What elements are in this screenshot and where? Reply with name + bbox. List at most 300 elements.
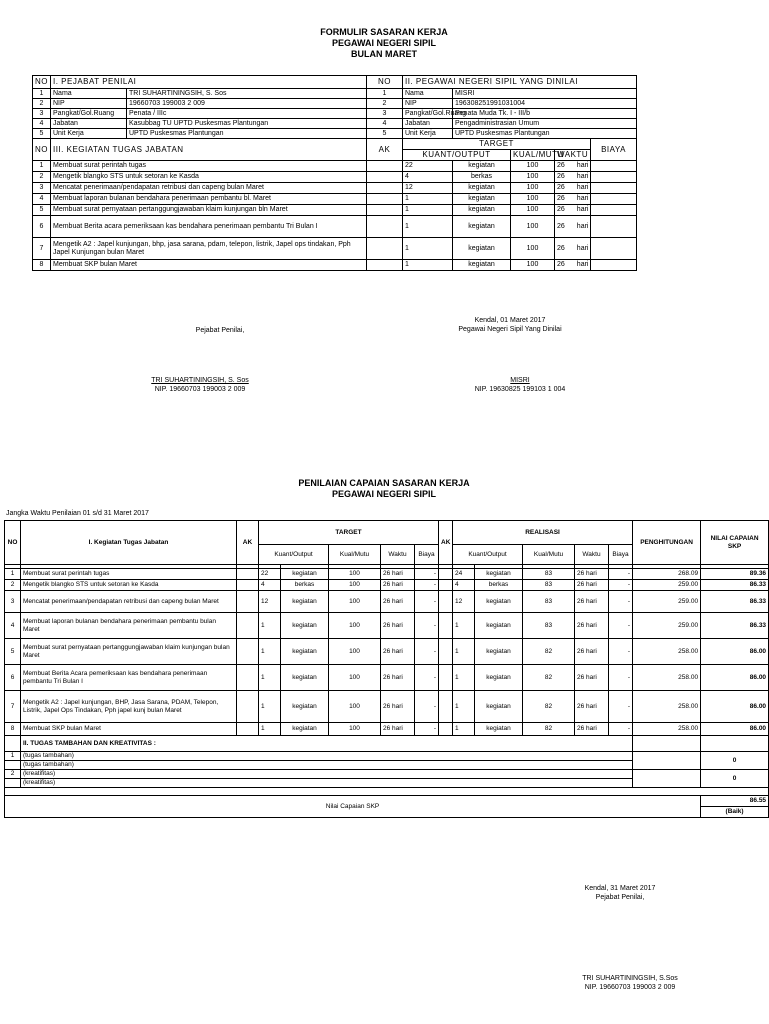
- target-waktu: 26 hari: [381, 665, 415, 691]
- kegiatan-biaya: [591, 238, 637, 260]
- row-no: 4: [5, 613, 21, 639]
- waktu-unit: hari: [576, 261, 589, 268]
- kegiatan-no-header: NO: [33, 139, 51, 161]
- real-mutu: 82: [523, 665, 575, 691]
- real-qty: 12: [453, 591, 475, 613]
- nilai-value: 86.00: [701, 691, 769, 723]
- target-mutu: 100: [329, 691, 381, 723]
- kegiatan-row: [33, 194, 637, 205]
- target-mutu: 100: [329, 569, 381, 580]
- tugas-tambahan-value: 0: [701, 752, 769, 770]
- waktu-unit: hari: [576, 206, 589, 213]
- kegiatan-unit: kegiatan: [453, 194, 511, 205]
- row-ak: [237, 665, 259, 691]
- nilai-value: 86.00: [701, 665, 769, 691]
- kegiatan-biaya: [591, 161, 637, 172]
- target-waktu: 26 hari: [381, 691, 415, 723]
- row-ak2: [439, 569, 453, 580]
- target-qty: 22: [259, 569, 281, 580]
- dinilai-label: Unit Kerja: [403, 129, 453, 139]
- kegiatan-unit: berkas: [453, 172, 511, 183]
- row-ak2: [439, 591, 453, 613]
- jangka-waktu: Jangka Waktu Penilaian 01 s/d 31 Maret 2017: [6, 510, 149, 517]
- kegiatan-ak: [367, 216, 403, 238]
- penilai-label: Nama: [51, 89, 127, 99]
- target-unit: berkas: [281, 580, 329, 591]
- target-biaya: -: [415, 569, 439, 580]
- biaya-header: BIAYA: [591, 139, 637, 161]
- dinilai-value: Penata Muda Tk. I - III/b: [453, 109, 637, 119]
- penilaian-row: [5, 569, 769, 580]
- real-unit: kegiatan: [475, 569, 523, 580]
- penilai-no: 4: [33, 119, 51, 129]
- kegiatan-unit: kegiatan: [453, 205, 511, 216]
- penilai-no: 5: [33, 129, 51, 139]
- real-mutu: 82: [523, 691, 575, 723]
- kegiatan-waktu: [555, 260, 591, 271]
- identity-row: [33, 119, 637, 129]
- kegiatan-qty: 1: [403, 216, 453, 238]
- kegiatan-waktu: [555, 183, 591, 194]
- real-unit: berkas: [475, 580, 523, 591]
- real-qty: 1: [453, 665, 475, 691]
- target-waktu: 26 hari: [381, 569, 415, 580]
- kegiatan-waktu: [555, 205, 591, 216]
- real-unit: kegiatan: [475, 723, 523, 736]
- real-unit: kegiatan: [475, 665, 523, 691]
- penilaian-title-line1: PENILAIAN CAPAIAN SASARAN KERJA: [298, 478, 470, 488]
- p-realisasi-header: REALISASI: [453, 521, 633, 545]
- row-no: 8: [5, 723, 21, 736]
- nilai-value: 86.33: [701, 613, 769, 639]
- penilai-value: 19660703 199003 2 009: [127, 99, 367, 109]
- target-waktu: 26 hari: [381, 613, 415, 639]
- real-unit: kegiatan: [475, 691, 523, 723]
- target-unit: kegiatan: [281, 569, 329, 580]
- target-biaya: -: [415, 639, 439, 665]
- ak-header: AK: [367, 139, 403, 161]
- kegiatan-no: 1: [33, 161, 51, 172]
- penilaian-row: [5, 639, 769, 665]
- kegiatan-text: Mengetik A2 : Japel kunjungan, bhp, jasa sarana, pdam, telepon, listrik, Japel ops tindakan, Pph Japel Kunjungan bulan Maret: [51, 238, 367, 260]
- kegiatan-row: [33, 161, 637, 172]
- row-ak: [237, 691, 259, 723]
- kegiatan-biaya: [591, 216, 637, 238]
- row-no: 2: [5, 580, 21, 591]
- kegiatan-qty: 4: [403, 172, 453, 183]
- p-sig-name: TRI SUHARTININGSIH, S.Sos: [582, 975, 678, 982]
- row-ak: [237, 591, 259, 613]
- kegiatan-mutu: 100: [511, 194, 555, 205]
- target-mutu: 100: [329, 639, 381, 665]
- row-text: Membuat laporan bulanan bendahara penerimaan pembantu bulan Maret: [21, 613, 237, 639]
- form-title-line2: PEGAWAI NEGERI SIPIL: [331, 38, 437, 48]
- row-no: 6: [5, 665, 21, 691]
- form-title-line1: FORMULIR SASARAN KERJA: [320, 27, 448, 37]
- kegiatan-header: III. KEGIATAN TUGAS JABATAN: [51, 139, 367, 161]
- tugas-tambahan-1: (tugas tambahan): [21, 752, 633, 761]
- penghitungan-value: 258.00: [633, 723, 701, 736]
- row-ak2: [439, 691, 453, 723]
- p-t-waktu: Waktu: [381, 545, 415, 565]
- kreatifitas-value: 0: [701, 770, 769, 788]
- kegiatan-no: 4: [33, 194, 51, 205]
- row-ak: [237, 639, 259, 665]
- kegiatan-unit: kegiatan: [453, 183, 511, 194]
- kegiatan-mutu: 100: [511, 260, 555, 271]
- nilai-capaian-value: 86.55: [701, 796, 769, 807]
- identity-row: [33, 129, 637, 139]
- p-sig-place: Kendal, 31 Maret 2017: [584, 885, 656, 892]
- dinilai-label: Nama: [403, 89, 453, 99]
- real-qty: 1: [453, 639, 475, 665]
- row-no: 3: [5, 591, 21, 613]
- row-text: Membuat surat pernyataan pertanggungjawaban klaim kunjungan bulan Maret: [21, 639, 237, 665]
- tugas-tambahan-header: II. TUGAS TAMBAHAN DAN KREATIVITAS :: [21, 736, 633, 752]
- kegiatan-waktu: [555, 238, 591, 260]
- left-signature-name: TRI SUHARTININGSIH, S. Sos: [151, 377, 249, 384]
- waktu-value: 26: [557, 244, 565, 252]
- real-qty: 24: [453, 569, 475, 580]
- row-ak2: [439, 639, 453, 665]
- tugas-tambahan-2: (tugas tambahan): [21, 761, 633, 770]
- penghitungan-value: 258.00: [633, 639, 701, 665]
- dinilai-label: Jabatan: [403, 119, 453, 129]
- target-biaya: -: [415, 591, 439, 613]
- row-ak: [237, 580, 259, 591]
- kegiatan-row: [33, 238, 637, 260]
- kegiatan-text: Mengetik blangko STS untuk setoran ke Kasda: [51, 172, 367, 183]
- dinilai-label: NIP: [403, 99, 453, 109]
- kegiatan-text: Membuat Berita acara pemeriksaan kas bendahara penerimaan pembantu Tri Bulan I: [51, 216, 367, 238]
- row-ak2: [439, 580, 453, 591]
- nilai-value: 86.33: [701, 591, 769, 613]
- penilai-label: Pangkat/Gol.Ruang: [51, 109, 127, 119]
- real-waktu: 26 hari: [575, 691, 609, 723]
- target-qty: 1: [259, 723, 281, 736]
- kegiatan-text: Membuat surat pernyataan pertanggungjawaban klaim kunjungan bln Maret: [51, 205, 367, 216]
- target-unit: kegiatan: [281, 613, 329, 639]
- left-signature-nip: NIP. 19660703 199003 2 009: [154, 386, 246, 393]
- target-unit: kegiatan: [281, 691, 329, 723]
- row-ak: [237, 723, 259, 736]
- row-text: Mengetik A2 : Japel kunjungan, BHP, Jasa Sarana, PDAM, Telepon, Listrik, Japel Ops Tindakan, Pph japel kunj bulan Maret: [21, 691, 237, 723]
- kegiatan-mutu: 100: [511, 161, 555, 172]
- row-no: 1: [5, 569, 21, 580]
- real-waktu: 26 hari: [575, 639, 609, 665]
- kegiatan-ak: [367, 194, 403, 205]
- real-waktu: 26 hari: [575, 723, 609, 736]
- real-biaya: -: [609, 591, 633, 613]
- target-biaya: -: [415, 691, 439, 723]
- penilai-value: Penata / IIIc: [127, 109, 367, 119]
- p-t-biaya: Biaya: [415, 545, 439, 565]
- kegiatan-biaya: [591, 260, 637, 271]
- penilai-value: Kasubbag TU UPTD Puskesmas Plantungan: [127, 119, 367, 129]
- p-sig-nip: NIP. 19660703 199003 2 009: [584, 984, 676, 991]
- kegiatan-ak: [367, 161, 403, 172]
- waktu-value: 26: [557, 173, 565, 180]
- dinilai-value: 196308251991031004: [453, 99, 637, 109]
- real-qty: 1: [453, 613, 475, 639]
- waktu-unit: hari: [576, 162, 589, 169]
- penilaian-row: [5, 591, 769, 613]
- real-biaya: -: [609, 723, 633, 736]
- row-text: Membuat surat perintah tugas: [21, 569, 237, 580]
- kegiatan-no: 5: [33, 205, 51, 216]
- row-ak2: [439, 723, 453, 736]
- target-waktu: 26 hari: [381, 580, 415, 591]
- real-mutu: 83: [523, 591, 575, 613]
- tt-no: 1: [5, 752, 21, 761]
- p-r-waktu: Waktu: [575, 545, 609, 565]
- penilaian-row: [5, 580, 769, 591]
- waktu-value: 26: [557, 162, 565, 169]
- real-biaya: -: [609, 665, 633, 691]
- real-biaya: -: [609, 639, 633, 665]
- waktu-unit: hari: [576, 195, 589, 202]
- kegiatan-row: [33, 172, 637, 183]
- kegiatan-qty: 12: [403, 183, 453, 194]
- real-mutu: 83: [523, 569, 575, 580]
- dinilai-no: 4: [367, 119, 403, 129]
- kegiatan-qty: 22: [403, 161, 453, 172]
- penilaian-title: [0, 478, 768, 500]
- penghitungan-value: 259.00: [633, 591, 701, 613]
- kegiatan-no: 2: [33, 172, 51, 183]
- kegiatan-ak: [367, 260, 403, 271]
- penilai-no: 3: [33, 109, 51, 119]
- p-target-header: TARGET: [259, 521, 439, 545]
- kegiatan-mutu: 100: [511, 205, 555, 216]
- kegiatan-waktu: [555, 172, 591, 183]
- penilaian-table: [4, 520, 769, 818]
- kegiatan-text: Membuat surat perintah tugas: [51, 161, 367, 172]
- dinilai-no: 5: [367, 129, 403, 139]
- p-no-header: NO: [5, 521, 21, 565]
- kegiatan-ak: [367, 172, 403, 183]
- target-biaya: -: [415, 665, 439, 691]
- kegiatan-mutu: 100: [511, 183, 555, 194]
- real-waktu: 26 hari: [575, 613, 609, 639]
- penilai-label: NIP: [51, 99, 127, 109]
- kegiatan-unit: kegiatan: [453, 161, 511, 172]
- kegiatan-biaya: [591, 183, 637, 194]
- kegiatan-row: [33, 183, 637, 194]
- real-biaya: -: [609, 580, 633, 591]
- target-unit: kegiatan: [281, 723, 329, 736]
- right-signature-place: Kendal, 01 Maret 2017: [474, 317, 546, 324]
- kegiatan-qty: 1: [403, 194, 453, 205]
- kegiatan-no: 8: [33, 260, 51, 271]
- row-text: Membuat SKP bulan Maret: [21, 723, 237, 736]
- real-waktu: 26 hari: [575, 580, 609, 591]
- kegiatan-mutu: 100: [511, 172, 555, 183]
- p-t-kual: Kual/Mutu: [329, 545, 381, 565]
- penilai-label: Jabatan: [51, 119, 127, 129]
- target-qty: 1: [259, 639, 281, 665]
- waktu-value: 26: [557, 206, 565, 213]
- nilai-capaian-ket: (Baik): [701, 807, 769, 818]
- row-no: 5: [5, 639, 21, 665]
- kr-no: 2: [5, 770, 21, 779]
- dinilai-value: MISRI: [453, 89, 637, 99]
- kegiatan-unit: kegiatan: [453, 238, 511, 260]
- target-mutu: 100: [329, 580, 381, 591]
- target-unit: kegiatan: [281, 639, 329, 665]
- kegiatan-ak: [367, 183, 403, 194]
- real-mutu: 82: [523, 639, 575, 665]
- dinilai-value: Pengadministrasian Umum: [453, 119, 637, 129]
- right-signature-nip: NIP. 19630825 199103 1 004: [474, 386, 566, 393]
- waktu-unit: hari: [576, 222, 589, 230]
- form-no-header: NO: [33, 76, 51, 89]
- real-mutu: 83: [523, 580, 575, 591]
- target-qty: 1: [259, 613, 281, 639]
- penghitungan-value: 258.00: [633, 691, 701, 723]
- left-signature-title: Pejabat Penilai,: [195, 327, 245, 334]
- row-ak: [237, 569, 259, 580]
- p-sig-title: Pejabat Penilai,: [595, 894, 645, 901]
- target-waktu: 26 hari: [381, 723, 415, 736]
- dinilai-value: UPTD Puskesmas Plantungan: [453, 129, 637, 139]
- waktu-unit: hari: [576, 244, 589, 252]
- penilai-value: UPTD Puskesmas Plantungan: [127, 129, 367, 139]
- nilai-value: 89.36: [701, 569, 769, 580]
- kreatifitas-2: (kreatifitas): [21, 779, 633, 788]
- kegiatan-qty: 1: [403, 238, 453, 260]
- kegiatan-row: [33, 260, 637, 271]
- nilai-value: 86.33: [701, 580, 769, 591]
- p-ak2-header: AK: [439, 521, 453, 565]
- waktu-value: 26: [557, 195, 565, 202]
- kegiatan-no: 7: [33, 238, 51, 260]
- nilai-value: 86.00: [701, 723, 769, 736]
- kegiatan-no: 6: [33, 216, 51, 238]
- row-text: Mengetik blangko STS untuk setoran ke Kasda: [21, 580, 237, 591]
- target-mutu: 100: [329, 613, 381, 639]
- row-ak2: [439, 665, 453, 691]
- kegiatan-waktu: [555, 161, 591, 172]
- penilai-no: 2: [33, 99, 51, 109]
- kegiatan-row: [33, 216, 637, 238]
- target-mutu: 100: [329, 723, 381, 736]
- target-biaya: -: [415, 723, 439, 736]
- p-r-kuant: Kuant/Output: [453, 545, 523, 565]
- kegiatan-biaya: [591, 205, 637, 216]
- dinilai-no: 2: [367, 99, 403, 109]
- waktu-header: WAKTU: [555, 150, 591, 161]
- kegiatan-row: [33, 205, 637, 216]
- row-text: Membuat Berita Acara pemeriksaan kas bendahara penerimaan pembantu Tri Bulan I: [21, 665, 237, 691]
- nilai-value: 86.00: [701, 639, 769, 665]
- form-no2-header: NO: [367, 76, 403, 89]
- kegiatan-text: Membuat laporan bulanan bendahara penerimaan pembantu bl. Maret: [51, 194, 367, 205]
- waktu-value: 26: [557, 261, 565, 268]
- p-nilai-header: NILAI CAPAIAN SKP: [701, 521, 769, 565]
- penilaian-title-line2: PEGAWAI NEGERI SIPIL: [331, 489, 437, 499]
- penilaian-row: [5, 665, 769, 691]
- real-mutu: 82: [523, 723, 575, 736]
- identity-row: [33, 89, 637, 99]
- kegiatan-mutu: 100: [511, 238, 555, 260]
- penghitungan-value: 259.00: [633, 613, 701, 639]
- target-mutu: 100: [329, 665, 381, 691]
- row-ak2: [439, 613, 453, 639]
- kegiatan-biaya: [591, 194, 637, 205]
- p-r-biaya: Biaya: [609, 545, 633, 565]
- kegiatan-mutu: 100: [511, 216, 555, 238]
- p-kegiatan-header: I. Kegiatan Tugas Jabatan: [21, 521, 237, 565]
- kegiatan-qty: 1: [403, 205, 453, 216]
- dinilai-header: II. PEGAWAI NEGERI SIPIL YANG DINILAI: [403, 76, 637, 89]
- kegiatan-text: Membuat SKP bulan Maret: [51, 260, 367, 271]
- waktu-unit: hari: [576, 173, 589, 180]
- real-biaya: -: [609, 569, 633, 580]
- waktu-value: 26: [557, 184, 565, 191]
- form-table: [32, 75, 637, 271]
- target-mutu: 100: [329, 591, 381, 613]
- target-waktu: 26 hari: [381, 639, 415, 665]
- p-r-kual: Kual/Mutu: [523, 545, 575, 565]
- kegiatan-unit: kegiatan: [453, 260, 511, 271]
- target-unit: kegiatan: [281, 665, 329, 691]
- penghitungan-value: 268.09: [633, 569, 701, 580]
- real-waktu: 26 hari: [575, 569, 609, 580]
- target-waktu: 26 hari: [381, 591, 415, 613]
- penilai-value: TRI SUHARTININGSIH, S. Sos: [127, 89, 367, 99]
- kegiatan-waktu: [555, 194, 591, 205]
- form-title: [0, 27, 768, 60]
- real-unit: kegiatan: [475, 591, 523, 613]
- real-waktu: 26 hari: [575, 665, 609, 691]
- penghitungan-value: 259.00: [633, 580, 701, 591]
- target-unit: kegiatan: [281, 591, 329, 613]
- p-penghitungan-header: PENGHITUNGAN: [633, 521, 701, 565]
- target-qty: 1: [259, 691, 281, 723]
- dinilai-label: Pangkat/Gol.Ruang: [403, 109, 453, 119]
- right-signature-name: MISRI: [510, 377, 530, 384]
- target-biaya: -: [415, 613, 439, 639]
- form-title-line3: BULAN MARET: [351, 49, 417, 59]
- target-qty: 1: [259, 665, 281, 691]
- target-biaya: -: [415, 580, 439, 591]
- target-qty: 4: [259, 580, 281, 591]
- row-no: 7: [5, 691, 21, 723]
- penilai-label: Unit Kerja: [51, 129, 127, 139]
- penilaian-row: [5, 613, 769, 639]
- real-qty: 1: [453, 691, 475, 723]
- penilai-header: I. PEJABAT PENILAI: [51, 76, 367, 89]
- waktu-value: 26: [557, 222, 565, 230]
- identity-row: [33, 109, 637, 119]
- kegiatan-ak: [367, 205, 403, 216]
- right-signature-title: Pegawai Negeri Sipil Yang Dinilai: [458, 326, 562, 333]
- p-t-kuant: Kuant/Output: [259, 545, 329, 565]
- real-biaya: -: [609, 691, 633, 723]
- waktu-unit: hari: [576, 184, 589, 191]
- penghitungan-value: 258.00: [633, 665, 701, 691]
- kegiatan-biaya: [591, 172, 637, 183]
- kegiatan-no: 3: [33, 183, 51, 194]
- target-qty: 12: [259, 591, 281, 613]
- real-waktu: 26 hari: [575, 591, 609, 613]
- kuant-header: KUANT/OUTPUT: [403, 150, 511, 161]
- penilai-no: 1: [33, 89, 51, 99]
- kegiatan-qty: 1: [403, 260, 453, 271]
- kegiatan-waktu: [555, 216, 591, 238]
- penilaian-row: [5, 691, 769, 723]
